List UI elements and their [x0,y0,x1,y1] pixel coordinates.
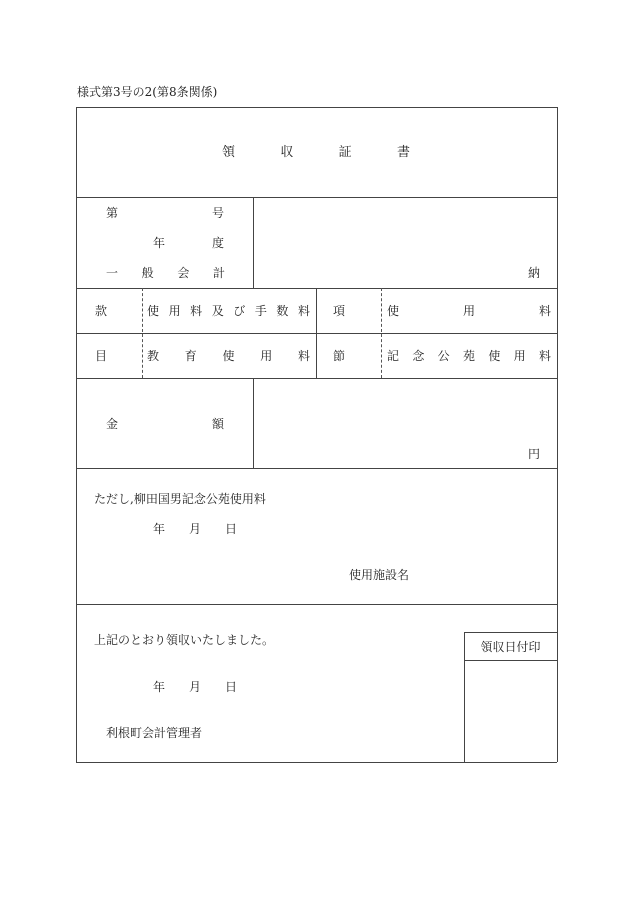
moku-char: 用 [260,349,273,363]
moku-value [147,349,310,363]
divider-kou-col [316,288,317,378]
kou-char: 用 [462,304,475,318]
title-char: 領 [222,145,236,160]
divider-number-col [253,197,254,288]
number-dai: 第 [106,206,119,220]
setsu-char: 念 [412,349,425,363]
kou-value [387,304,551,318]
frame-top [76,107,557,108]
divider-purpose [76,604,557,605]
kan-char: 料 [190,304,203,318]
frame-bottom [76,762,557,763]
title-char: 書 [396,145,410,160]
divider-moku [76,378,557,379]
account-name [106,266,225,280]
setsu-char: 使 [488,349,501,363]
account-char: 会 [177,266,190,280]
stamp-box-top [464,632,557,633]
receipt-date-hi: 日 [225,680,238,694]
accounting-officer: 利根町会計管理者 [106,726,203,740]
form-number: 様式第3号の2(第8条関係) [77,85,218,99]
moku-char: 育 [184,349,197,363]
divider-amount-col [253,378,254,468]
amount-kin: 金 [106,417,119,431]
frame-right [557,107,558,762]
fiscal-year-nen: 年 [153,236,166,250]
setsu-char: 記 [387,349,400,363]
kan-char: 数 [276,304,289,318]
kan-char: 及 [211,304,224,318]
account-char: 計 [212,266,225,280]
receipt-date-tsuki: 月 [189,680,202,694]
amount-yen: 円 [528,447,541,461]
stamp-label: 領収日付印 [480,640,541,654]
setsu-value [387,349,551,363]
moku-char: 使 [222,349,235,363]
moku-char: 料 [297,349,310,363]
payment-nou: 納 [528,266,541,280]
account-char: 般 [141,266,154,280]
divider-kan-label [142,288,143,378]
receipt-text: 上記のとおり領収いたしました。 [94,633,275,647]
kan-char: 料 [297,304,310,318]
kou-label: 項 [333,304,346,318]
setsu-char: 料 [538,349,551,363]
kan-label: 款 [95,304,108,318]
number-go: 号 [212,206,225,220]
amount-gaku: 額 [212,417,225,431]
kan-char: 手 [254,304,267,318]
setsu-label: 節 [333,349,346,363]
kou-char: 料 [538,304,551,318]
account-char: 一 [106,266,119,280]
purpose-date-nen: 年 [153,522,166,536]
moku-char: 教 [147,349,160,363]
kou-char: 使 [387,304,400,318]
kan-value [147,304,310,318]
kan-char: 用 [168,304,181,318]
purpose-date-hi: 日 [225,522,238,536]
setsu-char: 用 [513,349,526,363]
facility-name-label: 使用施設名 [349,568,410,582]
stamp-box-divider [464,660,557,661]
setsu-char: 公 [437,349,450,363]
fiscal-year-do: 度 [212,236,225,250]
kan-char: び [233,304,246,318]
document-title [222,146,410,160]
title-char: 証 [338,145,352,160]
setsu-char: 苑 [462,349,475,363]
divider-amount [76,468,557,469]
purpose-text: ただし,柳田国男記念公苑使用料 [94,492,266,506]
moku-label: 目 [95,349,108,363]
frame-left [76,107,77,762]
divider-title [76,197,557,198]
kan-char: 使 [147,304,160,318]
divider-kou-label [381,288,382,378]
purpose-date-tsuki: 月 [189,522,202,536]
title-char: 収 [280,145,294,160]
receipt-date-nen: 年 [153,680,166,694]
